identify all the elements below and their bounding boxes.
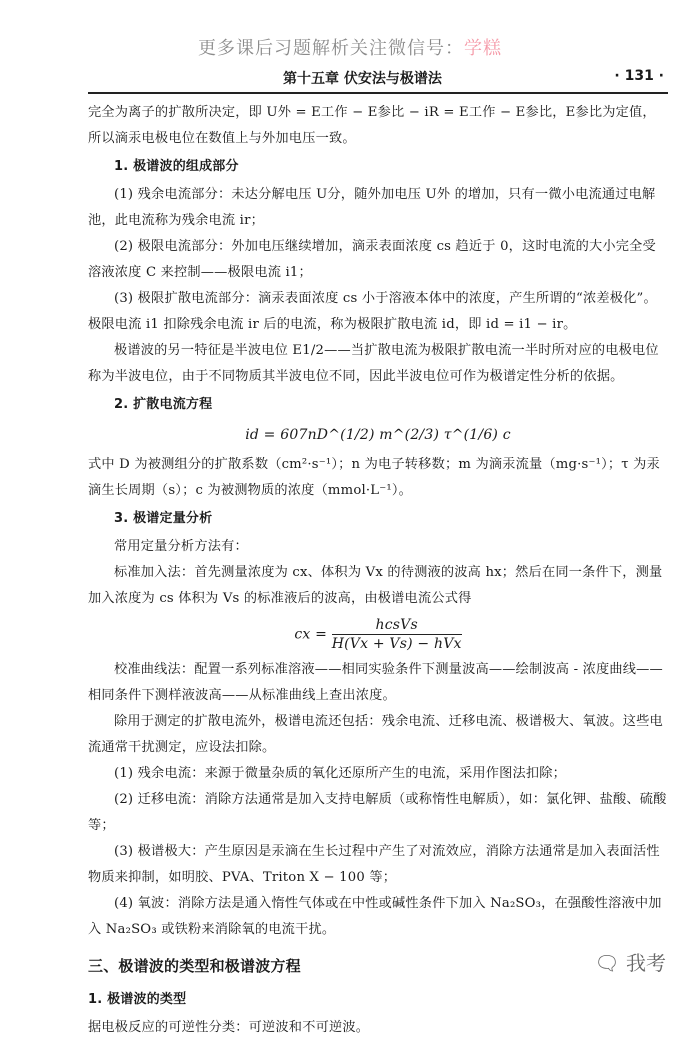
equation-denominator: H(Vx + Vs) − hVx <box>331 636 462 652</box>
paragraph: (3) 极谱极大：产生原因是汞滴在生长过程中产生了对流效应，消除方法通常是加入表面活性物质来抑制，如明胶、PVA、Triton X − 100 等； <box>88 844 660 885</box>
standard-addition-equation <box>88 616 668 653</box>
section-heading: 3. 极谱定量分析 <box>114 511 213 526</box>
page-body <box>88 100 668 1041</box>
paragraph: 据电极反应的可逆性分类：可逆波和不可逆波。 <box>88 1020 370 1035</box>
paragraph: 完全为离子的扩散所决定，即 U外 = E工作 − E参比 − iR = E工作 − E参比，E参比为定值，所以滴汞电极电位在数值上与外加电压一致。 <box>88 105 656 146</box>
watermark <box>0 34 700 60</box>
chat-bubble-icon: 🗨 <box>594 951 620 975</box>
watermark-highlight: 学糕 <box>464 38 502 59</box>
paragraph: (1) 残余电流：来源于微量杂质的氧化还原所产生的电流，采用作图法扣除； <box>114 766 567 781</box>
chapter-section-heading: 三、极谱波的类型和极谱波方程 <box>88 957 301 975</box>
wechat-logo <box>594 947 666 976</box>
paragraph: (2) 极限电流部分：外加电压继续增加，滴汞表面浓度 cs 趋近于 0，这时电流的大小完全受溶液浓度 C 来控制——极限电流 i1； <box>88 239 656 280</box>
equation-numerator: hcsVs <box>332 616 462 635</box>
section-heading: 2. 扩散电流方程 <box>114 397 213 412</box>
section-heading: 1. 极谱波的组成部分 <box>114 159 239 174</box>
paragraph: (3) 极限扩散电流部分：滴汞表面浓度 cs 小于溶液本体中的浓度，产生所谓的“浓差极化”。极限电流 i1 扣除残余电流 ir 后的电流，称为极限扩散电流 id，即 id = i1 − ir。 <box>88 291 657 332</box>
page-number: · 131 · <box>614 68 664 84</box>
paragraph: (1) 残余电流部分：未达分解电压 U分，随外加电压 U外 的增加，只有一微小电流通过电解池，此电流称为残余电流 ir； <box>88 187 656 228</box>
paragraph: 除用于测定的扩散电流外，极谱电流还包括：残余电流、迁移电流、极谱极大、氧波。这些电流通常干扰测定，应设法扣除。 <box>88 714 663 755</box>
equation-lhs: cx = <box>294 626 328 643</box>
paragraph: 式中 D 为被测组分的扩散系数（cm²·s⁻¹）；n 为电子转移数；m 为滴汞流量（mg·s⁻¹）；τ 为汞滴生长周期（s）；c 为被测物质的浓度（mmol·L⁻¹）。 <box>88 457 660 498</box>
chapter-title: 第十五章 伏安法与极谱法 <box>283 71 442 87</box>
logo-text: 我考 <box>626 951 666 975</box>
watermark-text: 更多课后习题解析关注微信号： <box>198 38 464 59</box>
paragraph: 标准加入法：首先测量浓度为 cx、体积为 Vx 的待测液的波高 hx；然后在同一条件下，测量加入浓度为 cs 体积为 Vs 的标准液后的波高，由极谱电流公式得 <box>88 565 663 606</box>
paragraph: 校准曲线法：配置一系列标准溶液——相同实验条件下测量波高——绘制波高 - 浓度曲线——相同条件下测样液波高——从标准曲线上查出浓度。 <box>88 662 663 703</box>
equation-fraction <box>332 616 462 653</box>
paragraph: 极谱波的另一特征是半波电位 E1/2——当扩散电流为极限扩散电流一半时所对应的电极电位称为半波电位，由于不同物质其半波电位不同，因此半波电位可作为极谱定性分析的依据。 <box>88 343 659 384</box>
paragraph: 常用定量分析方法有： <box>114 539 248 554</box>
section-heading: 1. 极谱波的类型 <box>88 992 187 1007</box>
diffusion-equation: id = 607nD^(1/2) m^(2/3) τ^(1/6) c <box>245 427 511 443</box>
running-header <box>88 64 668 94</box>
paragraph: (4) 氧波：消除方法是通入惰性气体或在中性或碱性条件下加入 Na₂SO₃，在强酸性溶液中加入 Na₂SO₃ 或铁粉来消除氧的电流干扰。 <box>88 896 662 937</box>
paragraph: (2) 迁移电流：消除方法通常是加入支持电解质（或称惰性电解质），如：氯化钾、盐酸、硫酸等； <box>88 792 667 833</box>
